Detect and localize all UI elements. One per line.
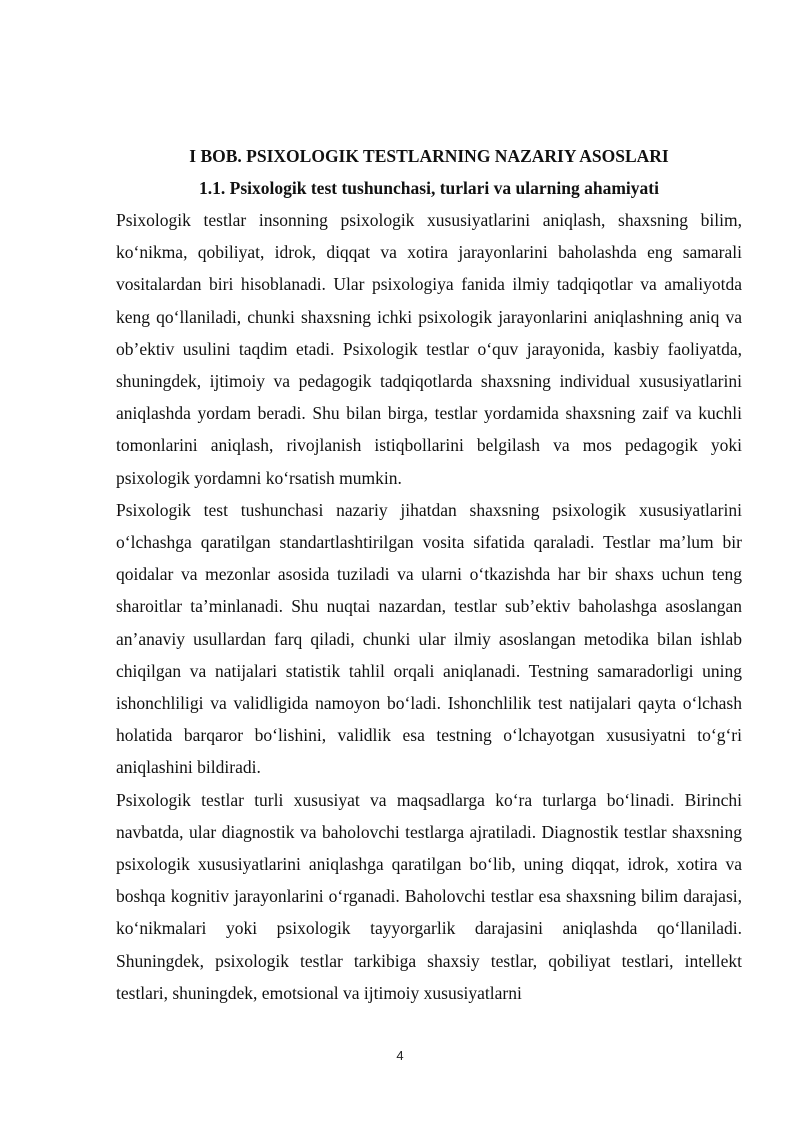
chapter-title: I BOB. PSIXOLOGIK TESTLARNING NAZARIY ASOSLARI: [189, 146, 669, 166]
paragraph-2: Psixologik test tushunchasi nazariy jihatdan shaxsning psixologik xususiyatlarini o‘lchashga qaratilgan standartlashtirilgan vosita sifatida qaraladi. Testlar ma’lum bir qoidalar va mezonlar asosida tuziladi va ularni o‘tkazishda har bir shaxs uchun teng sharoitlar ta’minlanadi. Shu nuqtai nazardan, testlar sub’ektiv baholashga asoslangan an’anaviy usullardan farq qiladi, chunki ular ilmiy asoslangan metodika bilan ishlab chiqilgan va natijalari statistik tahlil orqali aniqlanadi. Testning samaradorligi uning ishonchliligi va validligida namoyon bo‘ladi. Ishonchlilik test natijalari qayta o‘lchash holatida barqaror bo‘lishini, validlik esa testning o‘lchayotgan xususiyatni to‘g‘ri aniqlashini bildiradi.: [116, 499, 742, 778]
paragraph-3: Psixologik testlar turli xususiyat va maqsadlarga ko‘ra turlarga bo‘linadi. Birinchi navbatda, ular diagnostik va baholovchi testlarga ajratiladi. Diagnostik testlar shaxsning psixologik xususiyatlarini aniqlashga qaratilgan bo‘lib, uning diqqat, idrok, xotira va boshqa kognitiv jarayonlarini o‘rganadi. Baholovchi testlar esa shaxsning bilim darajasi, ko‘nikmalari yoki psixologik tayyorgarlik darajasini aniqlashda qo‘llaniladi. Shuningdek, psixologik testlar tarkibiga shaxsiy testlar, qobiliyat testlari, intellekt testlari, shuningdek, emotsional va ijtimoiy xususiyatlarni: [116, 789, 742, 1003]
page-number: 4: [396, 1048, 404, 1063]
paragraph-1: Psixologik testlar insonning psixologik xususiyatlarini aniqlash, shaxsning bilim, ko‘nikma, qobiliyat, idrok, diqqat va xotira jarayonlarini baholashda eng samarali vositalardan biri hisoblanadi. Ular psixologiya fanida ilmiy tadqiqotlar va amaliyotda keng qo‘llaniladi, chunki shaxsning ichki psixologik jarayonlarini aniqlashning aniq va ob’ektiv usulini taqdim etadi. Psixologik testlar o‘quv jarayonida, kasbiy faoliyatda, shuningdek, ijtimoiy va pedagogik tadqiqotlarda shaxsning individual xususiyatlarini aniqlashda yordam beradi. Shu bilan birga, testlar yordamida shaxsning zaif va kuchli tomonlarini aniqlash, rivojlanish istiqbollarini belgilash va mos pedagogik yoki psixologik yordamni ko‘rsatish mumkin.: [116, 210, 742, 488]
section-title: 1.1. Psixologik test tushunchasi, turlari va ularning ahamiyati: [199, 178, 659, 198]
page-content: [116, 140, 742, 1009]
